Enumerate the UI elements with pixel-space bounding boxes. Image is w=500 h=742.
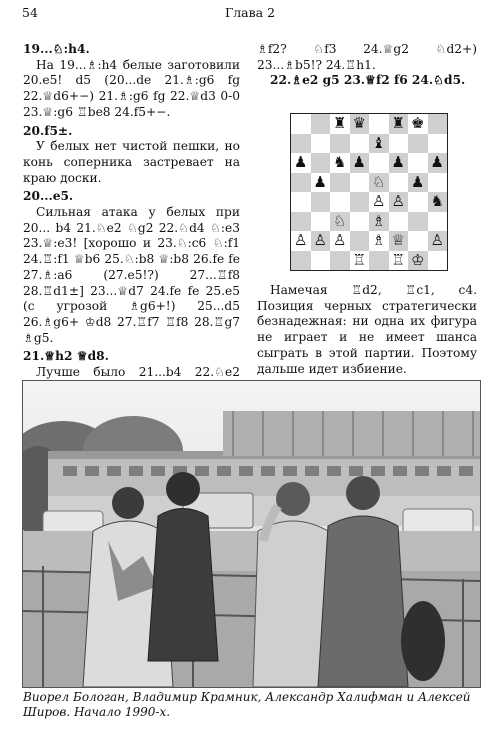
board-square: ♙: [311, 231, 331, 251]
board-square: [369, 114, 389, 134]
board-square: ♙: [369, 192, 389, 212]
board-square: [350, 134, 370, 154]
board-square: ♛: [350, 114, 370, 134]
board-square: ♚: [408, 114, 428, 134]
board-square: ♘: [369, 173, 389, 193]
board-square: [291, 173, 311, 193]
chess-board: [290, 113, 448, 271]
position-comment-text: Намечая ♖d2, ♖c1, c4. Позиция черных стратегически безнадежная: ни одна их фигура не играет и не имеет шанса сыграть в этой партии. Поэтому дальше идет избиение.: [257, 283, 477, 376]
board-square: ♙: [330, 231, 350, 251]
board-square: [408, 153, 428, 173]
board-square: [408, 212, 428, 232]
board-square: ♟: [350, 153, 370, 173]
annotation-paragraph-3: Сильная атака у белых при 20... b4 21.♘e2 ♘g2 22.♘d4 ♘:e3 23.♕:e3! [хорошо и 23.♘:c6 ♘:f1 24.♖:f1 ♕b6 25.♘:b8 ♕:b8 26.fe fe 27.♗:a6 (27.e5!?) 27...♖f8 28.♖d1±] 23...♕d7 24.fe fe 25.e5 (с угрозой ♗g6+!) 25...d5 26.♗g6+ ♔d8 27.♖f7 ♖f8 28.♖g7 ♗g5.: [23, 205, 240, 345]
board-square: [408, 192, 428, 212]
board-square: [428, 114, 448, 134]
board-square: ♟: [291, 153, 311, 173]
move-20-black: 20...e5.: [23, 189, 74, 204]
annotation-continuation: ♗f2? ♘f3 24.♕g2 ♘d2+) 23...♗b5!? 24.♖h1.: [257, 42, 477, 72]
board-square: [330, 134, 350, 154]
board-square: [408, 134, 428, 154]
board-square: ♗: [369, 231, 389, 251]
board-square: ♖: [350, 251, 370, 271]
board-square: ♙: [428, 231, 448, 251]
board-square: ♙: [389, 192, 409, 212]
board-square: ♟: [408, 173, 428, 193]
move-20: 20.f5±.: [23, 123, 73, 138]
board-square: [291, 251, 311, 271]
annotation-paragraph-4: Лучше было 21...b4 22.♘e2: [36, 365, 240, 380]
page-header: [22, 5, 478, 23]
annotation-paragraph-2: У белых нет чистой пешки, но конь соперника застревает на краю доски.: [23, 139, 240, 185]
annotation-paragraph-1: На 19...♗:h4 белые заготовили 20.e5! d5 (20...de 21.♗:g6 fg 22.♕d6+−) 21.♗:g6 fg 22.♕d3 0-0 23.♕:g6 ♖be8 24.f5+−.: [23, 57, 240, 119]
board-square: ♟: [311, 173, 331, 193]
team-photo: [22, 380, 481, 688]
move-22: 22.♗e2 g5 23.♕f2 f6 24.♘d5.: [270, 73, 466, 88]
board-square: [291, 114, 311, 134]
board-square: [389, 134, 409, 154]
board-square: [350, 231, 370, 251]
board-square: ♕: [389, 231, 409, 251]
board-square: [330, 251, 350, 271]
running-title: Глава 2: [224, 5, 276, 20]
board-square: ♜: [330, 114, 350, 134]
position-comment: [257, 283, 477, 377]
board-square: ♖: [389, 251, 409, 271]
board-square: [311, 153, 331, 173]
chess-diagram: [290, 113, 446, 269]
board-square: [291, 192, 311, 212]
board-square: ♗: [369, 212, 389, 232]
board-square: [311, 192, 331, 212]
board-square: ♞: [428, 192, 448, 212]
photo-caption: Виорел Бологан, Владимир Крамник, Александр Халифман и Алексей Широв. Начало 1990-х.: [23, 690, 471, 719]
board-square: [330, 173, 350, 193]
board-square: [428, 212, 448, 232]
move-21: 21.♕h2 ♕d8.: [23, 349, 109, 364]
board-square: ♝: [369, 134, 389, 154]
board-square: [311, 134, 331, 154]
move-19: 19...♘:h4.: [23, 42, 90, 56]
board-square: [350, 173, 370, 193]
right-column: [257, 42, 477, 89]
board-square: [311, 251, 331, 271]
board-square: [428, 173, 448, 193]
board-square: ♟: [389, 153, 409, 173]
left-column: [23, 42, 240, 428]
board-square: [350, 192, 370, 212]
board-square: [311, 212, 331, 232]
board-square: [369, 251, 389, 271]
board-square: ♙: [291, 231, 311, 251]
board-square: [291, 134, 311, 154]
board-square: ♔: [408, 251, 428, 271]
board-square: [369, 153, 389, 173]
board-square: ♞: [330, 153, 350, 173]
photo-image: [23, 381, 480, 687]
board-square: [311, 114, 331, 134]
board-square: [389, 212, 409, 232]
board-square: ♜: [389, 114, 409, 134]
board-square: [408, 231, 428, 251]
board-square: [350, 212, 370, 232]
board-square: [389, 173, 409, 193]
board-square: ♘: [330, 212, 350, 232]
board-square: [330, 192, 350, 212]
board-square: [428, 251, 448, 271]
page-number: 54: [22, 5, 38, 20]
board-square: ♟: [428, 153, 448, 173]
board-square: [428, 134, 448, 154]
board-square: [291, 212, 311, 232]
